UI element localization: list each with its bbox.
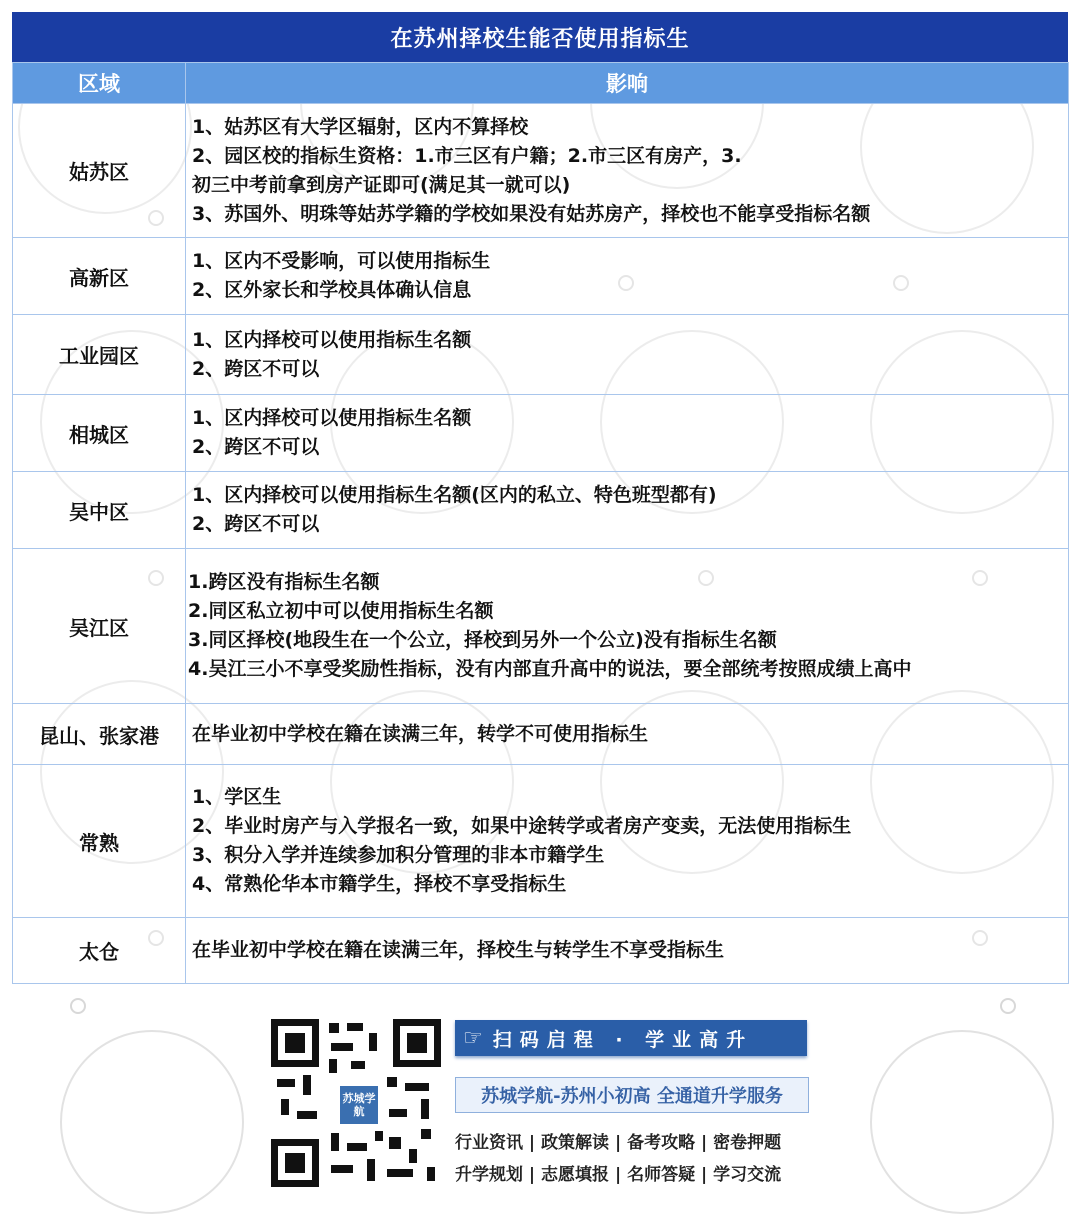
- region-cell: 太仓: [13, 918, 186, 984]
- table-row: [13, 472, 1069, 549]
- impact-line: 4.吴江三小不享受奖励性指标，没有内部直升高中的说法，要全部统考按照成绩上高中: [188, 658, 912, 680]
- qr-code[interactable]: [271, 1019, 441, 1187]
- column-header-region: 区域: [13, 63, 186, 104]
- table-row: [13, 104, 1069, 238]
- table-row: [13, 765, 1069, 918]
- watermark-dot: [70, 998, 86, 1014]
- pointing-hand-icon: ☞: [463, 1025, 483, 1051]
- impact-line: 1.跨区没有指标生名额: [188, 571, 380, 593]
- impact-line: 3、积分入学并连续参加积分管理的非本市籍学生: [192, 844, 605, 866]
- impact-cell: [186, 315, 1069, 395]
- region-cell: 工业园区: [13, 315, 186, 395]
- impact-line: 2、毕业时房产与入学报名一致，如果中途转学或者房产变卖，无法使用指标生: [192, 815, 852, 837]
- promo-slogan: 苏城学航-苏州小初高 全通道升学服务: [455, 1077, 809, 1113]
- table-header-row: [13, 63, 1069, 104]
- impact-line: 1、区内择校可以使用指标生名额: [192, 328, 472, 351]
- table-row: [13, 238, 1069, 315]
- impact-cell: [186, 395, 1069, 472]
- impact-line: 在毕业初中学校在籍在读满三年，转学不可使用指标生: [192, 722, 649, 745]
- impact-line: 2.同区私立初中可以使用指标生名额: [188, 600, 494, 622]
- services-line: 升学规划 | 志愿填报 | 名师答疑 | 学习交流: [455, 1165, 782, 1185]
- promo-banner: [455, 1020, 807, 1056]
- impact-line: 2、跨区不可以: [192, 513, 320, 535]
- table-row: [13, 395, 1069, 472]
- table-row: [13, 549, 1069, 704]
- qr-logo: 苏城学航: [337, 1083, 381, 1127]
- watermark-ring: [870, 1030, 1054, 1214]
- region-cell: 相城区: [13, 395, 186, 472]
- impact-line: 1、区内择校可以使用指标生名额(区内的私立、特色班型都有): [192, 484, 717, 506]
- region-cell: 高新区: [13, 238, 186, 315]
- table-row: [13, 315, 1069, 395]
- impact-cell: [186, 918, 1069, 984]
- impact-line: 2、区外家长和学校具体确认信息: [192, 279, 472, 301]
- impact-line: 3.同区择校(地段生在一个公立，择校到另外一个公立)没有指标生名额: [188, 629, 777, 651]
- impact-line: 1、区内择校可以使用指标生名额: [192, 407, 472, 429]
- region-cell: 常熟: [13, 765, 186, 918]
- impact-line: 2、跨区不可以: [192, 436, 320, 458]
- impact-cell: [186, 549, 1069, 704]
- policy-table: [12, 62, 1069, 984]
- services-line: 行业资讯 | 政策解读 | 备考攻略 | 密卷押题: [455, 1133, 782, 1153]
- impact-cell: [186, 704, 1069, 765]
- impact-cell: [186, 238, 1069, 315]
- impact-line: 1、学区生: [192, 786, 282, 808]
- impact-cell: [186, 472, 1069, 549]
- impact-line: 3、苏国外、明珠等姑苏学籍的学校如果没有姑苏房产，择校也不能享受指标名额: [192, 202, 871, 225]
- impact-line: 2、跨区不可以: [192, 357, 320, 380]
- watermark-ring: [60, 1030, 244, 1214]
- qr-finder: [271, 1019, 319, 1067]
- impact-line: 1、姑苏区有大学区辐射，区内不算择校: [192, 115, 529, 138]
- impact-cell: [186, 104, 1069, 238]
- impact-line: 1、区内不受影响，可以使用指标生: [192, 250, 491, 272]
- table-row: [13, 918, 1069, 984]
- impact-line: 4、常熟伦华本市籍学生，择校不享受指标生: [192, 873, 567, 895]
- column-header-impact: 影响: [186, 63, 1069, 104]
- region-cell: 昆山、张家港: [13, 704, 186, 765]
- region-cell: 吴江区: [13, 549, 186, 704]
- page-title: 在苏州择校生能否使用指标生: [12, 12, 1068, 62]
- impact-line: 2、园区校的指标生资格：1.市三区有户籍；2.市三区有房产，3.初三中考前拿到房产证即可(满足其一就可以): [192, 144, 742, 196]
- promo-banner-text: 扫码启程 · 学业高升: [492, 1028, 754, 1051]
- impact-cell: [186, 765, 1069, 918]
- watermark-dot: [1000, 998, 1016, 1014]
- impact-line: 在毕业初中学校在籍在读满三年，择校生与转学生不享受指标生: [192, 939, 725, 961]
- qr-finder: [393, 1019, 441, 1067]
- region-cell: 吴中区: [13, 472, 186, 549]
- region-cell: 姑苏区: [13, 104, 186, 238]
- table-row: [13, 704, 1069, 765]
- qr-finder: [271, 1139, 319, 1187]
